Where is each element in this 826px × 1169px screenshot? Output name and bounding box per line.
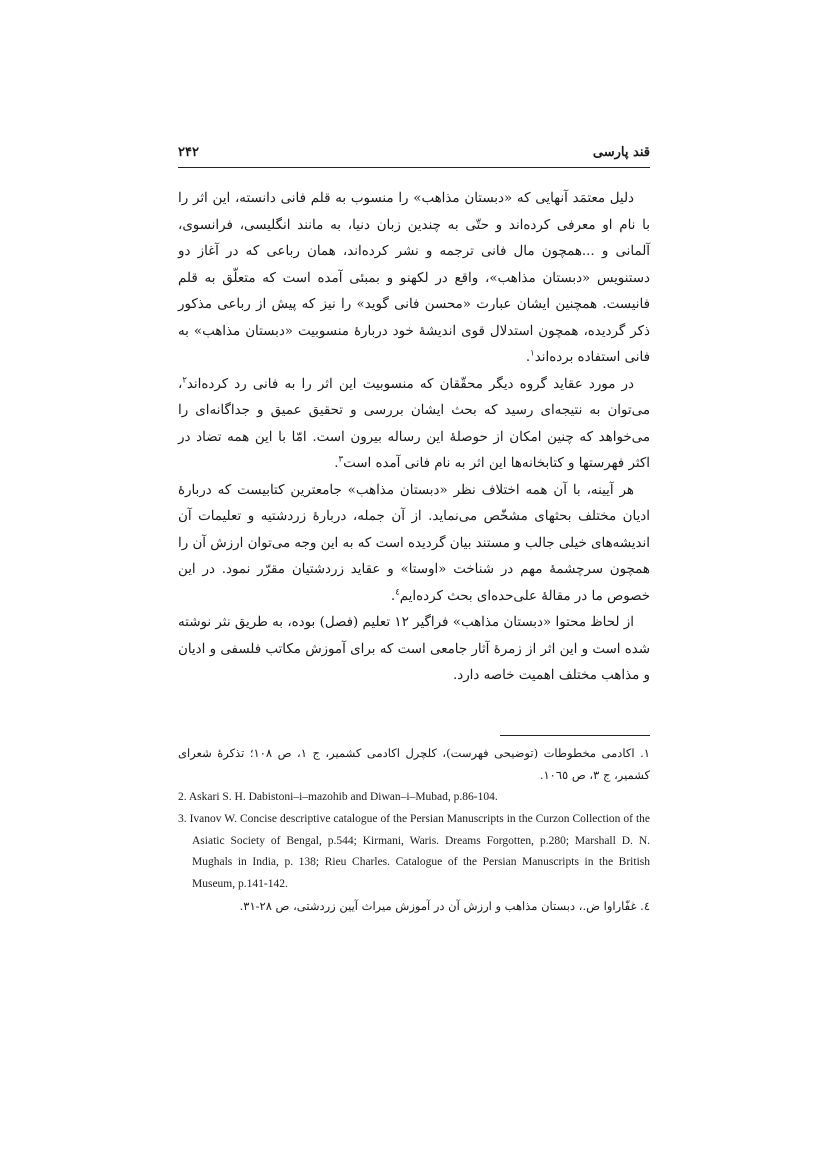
journal-name: قند پارسی	[592, 145, 650, 160]
footnote-ref-4: ٤	[395, 587, 400, 598]
footnote-ref-3: ۳	[338, 454, 344, 465]
footnote-ref-2: ۲	[182, 375, 187, 386]
paragraph-1: دلیل معتمَد آنهایی که «دبستان مذاهب» را منسوب به قلم فانی دانسته، این اثر را با نام او معرفی کرده‌اند و حتّی به چندین زبان دنیا، به مانند انگلیسی، فرانسوی، آلمانی و ...همچون مال فانی ترجمه و نشر کرده‌اند، همان رباعی که در آغاز دو دستنویس «دبستان مذاهب»، واقع در لکهنو و بمبئی آمده است که متعلّق به قلم فانیست. همچنین ایشان عبارت «محسن فانی گوید» را نیز که پیش از رباعی مذکور ذکر گردیده، همچون استدلال قوی اندیشهٔ خود دربارهٔ منسوبیت «دبستان مذاهب» به فانی استفاده برده‌اند$^۱$.	[178, 191, 650, 365]
paragraph-3: هر آیینه، با آن همه اختلاف نظر «دبستان مذاهب» جامعترین کتابیست که دربارهٔ ادیان مختلف بحثهای مشخّص می‌نماید. از آن جمله، دربارهٔ زردشتیه و تعلیمات آن اندیشه‌های خیلی جالب و مستند بیان گردیده است که به این وجه می‌توان ارزش آن را همچون سرچشمهٔ مهم در شناخت «اوستا» و عقاید زردشتیان مقرّر نمود. در این خصوص ما در مقالهٔ علی‌حده‌ای بحث کرده‌ایم$^٤$.	[178, 482, 650, 604]
footnote-2: 2. Askari S. H. Dabistoni–i–mazohib and Diwan–i–Mubad, p.86-104.	[178, 791, 498, 803]
footnote-separator	[500, 735, 650, 736]
main-text	[178, 186, 650, 690]
footnote-1: ۱. اکادمی مخطوطات (توضیحی فهرست)، کلچرل اکادمی کشمیر، ج ۱، ص ۱۰۸؛ تذکرهٔ شعرای کشمیر، ج ۳، ص ۱۰٦٥.	[178, 746, 650, 782]
footnote-ref-1: ۱	[530, 348, 535, 359]
paragraph-2: در مورد عقاید گروه دیگر محقّقان که منسوبیت این اثر را به فانی رد کرده‌اند$^۲$، می‌توان به نتیجه‌ای رسید که بحث ایشان بررسی و تحقیق عمیق و جداگانه‌ای را می‌خواهد که چنین امکان از حوصلهٔ این رساله بیرون است. امّا با این همه تضاد در اکثر فهرستها و کتابخانه‌ها این اثر به نام فانی آمده است$^۳$.	[178, 375, 650, 471]
footnote-3: 3. Ivanov W. Concise descriptive catalogue of the Persian Manuscripts in the Curzon Collection of the Asiatic Society of Bengal, p.544; Kirmani, Waris. Dreams Forgotten, p.280; Marshall D. N. Mughals in India, p. 138; Rieu Charles. Catalogue of the Persian Manuscripts in the British Museum, p.141-142.	[178, 813, 650, 890]
running-header	[178, 141, 650, 168]
page-number: ۲۴۲	[178, 145, 199, 160]
paragraph-4: از لحاظ محتوا «دبستان مذاهب» فراگیر ۱۲ تعلیم (فصل) بوده، به طریق نثر نوشته شده است و این اثر از زمرهٔ آثار جامعی است که برای آموزش مکاتب فلسفی و ادیان و مذاهب مختلف اهمیت خاصه دارد.	[178, 615, 650, 683]
footnote-4: ٤. غفّاراوا ض.، دبستان مذاهب و ارزش آن در آموزش میراث آیین زردشتی، ص ۲۸-۳۱.	[239, 899, 650, 913]
